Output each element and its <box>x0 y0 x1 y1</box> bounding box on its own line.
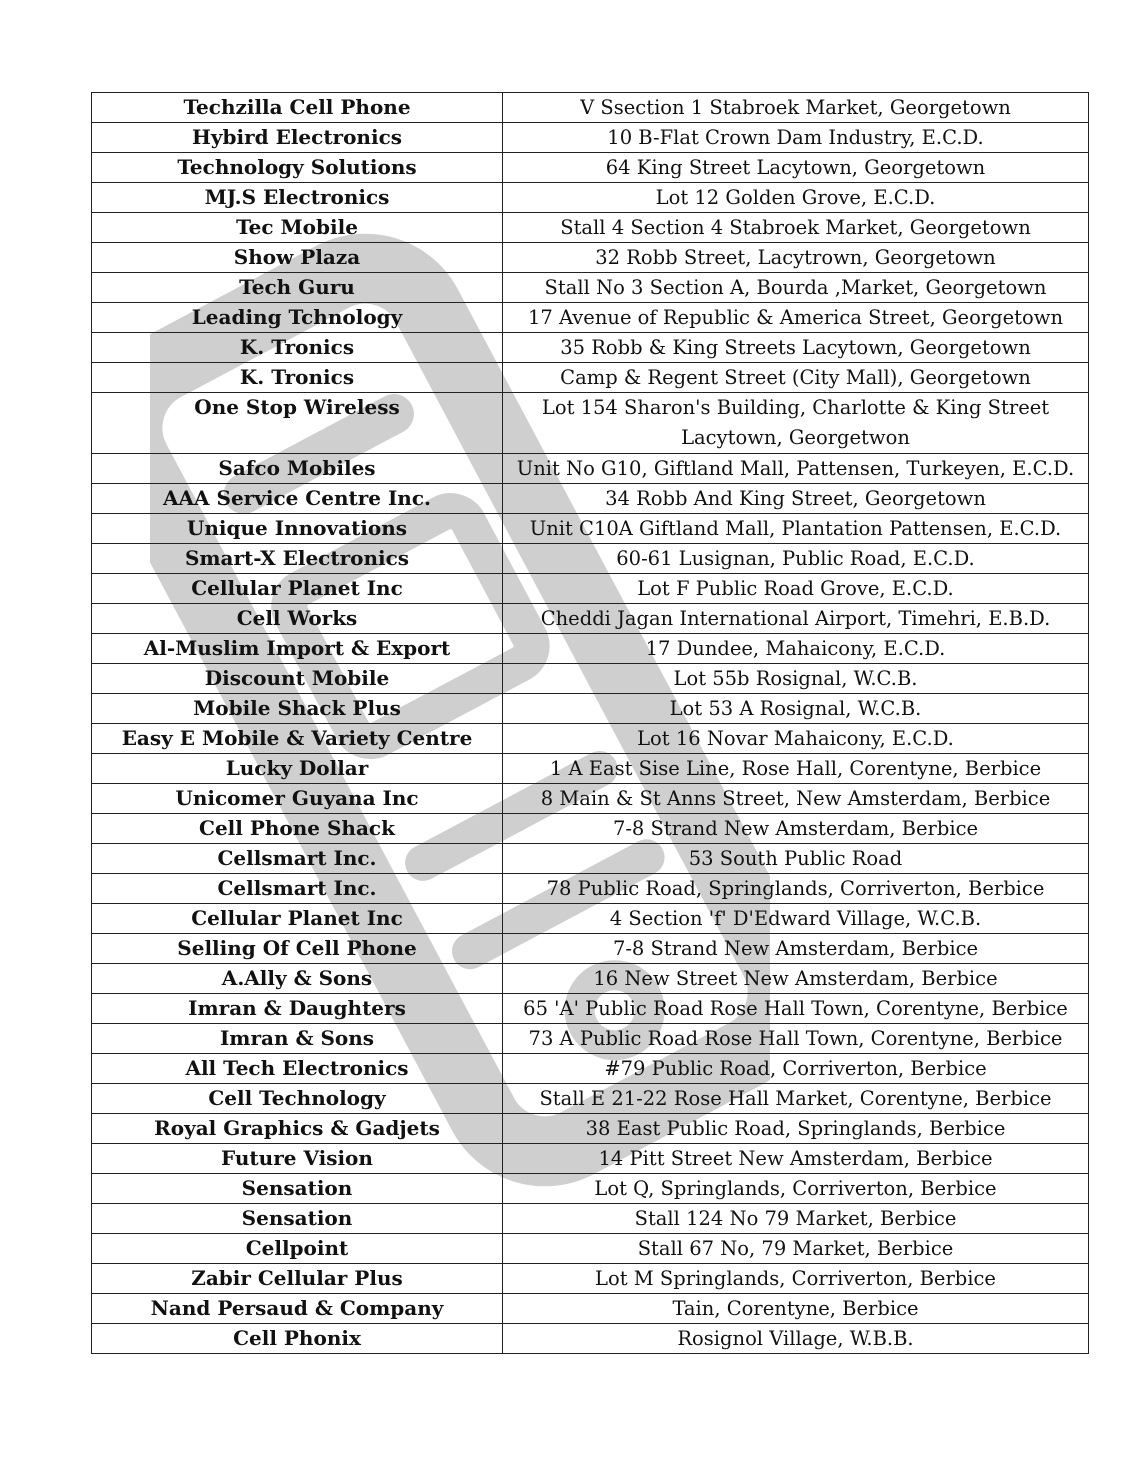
table-row <box>92 544 1089 574</box>
dealer-name-cell: All Tech Electronics <box>92 1054 503 1084</box>
table-row <box>92 1204 1089 1234</box>
dealer-address-cell: Lot Q, Springlands, Corriverton, Berbice <box>503 1174 1089 1204</box>
dealer-name-cell: Nand Persaud & Company <box>92 1294 503 1324</box>
dealer-address-cell: Tain, Corentyne, Berbice <box>503 1294 1089 1324</box>
dealer-name-cell: Safco Mobiles <box>92 454 503 484</box>
dealer-name-cell: Lucky Dollar <box>92 754 503 784</box>
dealer-address-cell: 34 Robb And King Street, Georgetown <box>503 484 1089 514</box>
table-row <box>92 844 1089 874</box>
dealer-name-cell: Royal Graphics & Gadjets <box>92 1114 503 1144</box>
dealer-table <box>91 92 1089 1354</box>
dealer-address-cell: Stall 67 No, 79 Market, Berbice <box>503 1234 1089 1264</box>
table-row <box>92 754 1089 784</box>
table-row <box>92 1144 1089 1174</box>
dealer-name-cell: Zabir Cellular Plus <box>92 1264 503 1294</box>
dealer-name-cell: Hybird Electronics <box>92 123 503 153</box>
table-row <box>92 363 1089 393</box>
dealer-name-cell: Cell Phonix <box>92 1324 503 1354</box>
table-row <box>92 604 1089 634</box>
dealer-name-cell: One Stop Wireless <box>92 393 503 454</box>
table-row <box>92 243 1089 273</box>
table-row <box>92 994 1089 1024</box>
dealer-address-cell: Unit C10A Giftland Mall, Plantation Pattensen, E.C.D. <box>503 514 1089 544</box>
dealer-name-cell: Cellsmart Inc. <box>92 844 503 874</box>
table-row <box>92 814 1089 844</box>
dealer-name-cell: Imran & Daughters <box>92 994 503 1024</box>
dealer-name-cell: MJ.S Electronics <box>92 183 503 213</box>
dealer-address-cell: Lot 53 A Rosignal, W.C.B. <box>503 694 1089 724</box>
table-row <box>92 153 1089 183</box>
dealer-name-cell: Al-Muslim Import & Export <box>92 634 503 664</box>
dealer-address-cell: Lot M Springlands, Corriverton, Berbice <box>503 1264 1089 1294</box>
dealer-name-cell: Techzilla Cell Phone <box>92 93 503 123</box>
table-row <box>92 1234 1089 1264</box>
table-row <box>92 1264 1089 1294</box>
table-row <box>92 454 1089 484</box>
dealer-name-cell: Cellsmart Inc. <box>92 874 503 904</box>
dealer-name-cell: Unicomer Guyana Inc <box>92 784 503 814</box>
dealer-name-cell: Easy E Mobile & Variety Centre <box>92 724 503 754</box>
dealer-address-cell: Rosignol Village, W.B.B. <box>503 1324 1089 1354</box>
dealer-name-cell: Cellular Planet Inc <box>92 574 503 604</box>
table-row <box>92 724 1089 754</box>
dealer-address-cell: 38 East Public Road, Springlands, Berbice <box>503 1114 1089 1144</box>
dealer-address-cell: 53 South Public Road <box>503 844 1089 874</box>
dealer-name-cell: Unique Innovations <box>92 514 503 544</box>
table-row <box>92 514 1089 544</box>
dealer-address-cell: 65 'A' Public Road Rose Hall Town, Corentyne, Berbice <box>503 994 1089 1024</box>
dealer-name-cell: Cellpoint <box>92 1234 503 1264</box>
table-row <box>92 634 1089 664</box>
table-row <box>92 333 1089 363</box>
table-row <box>92 964 1089 994</box>
dealer-name-cell: Imran & Sons <box>92 1024 503 1054</box>
dealer-name-cell: Cell Works <box>92 604 503 634</box>
dealer-table-body <box>92 93 1089 1354</box>
dealer-name-cell: Leading Tchnology <box>92 303 503 333</box>
table-row <box>92 273 1089 303</box>
dealer-address-cell: Camp & Regent Street (City Mall), Georgetown <box>503 363 1089 393</box>
table-row <box>92 694 1089 724</box>
dealer-name-cell: Sensation <box>92 1174 503 1204</box>
table-row <box>92 183 1089 213</box>
dealer-name-cell: Smart-X Electronics <box>92 544 503 574</box>
table-row <box>92 784 1089 814</box>
dealer-address-cell: 78 Public Road, Springlands, Corriverton, Berbice <box>503 874 1089 904</box>
table-row <box>92 1084 1089 1114</box>
dealer-name-cell: Cellular Planet Inc <box>92 904 503 934</box>
dealer-name-cell: K. Tronics <box>92 363 503 393</box>
dealer-address-cell: Unit No G10, Giftland Mall, Pattensen, Turkeyen, E.C.D. <box>503 454 1089 484</box>
table-row <box>92 1024 1089 1054</box>
dealer-address-cell: 7-8 Strand New Amsterdam, Berbice <box>503 814 1089 844</box>
dealer-name-cell: Sensation <box>92 1204 503 1234</box>
dealer-name-cell: Future Vision <box>92 1144 503 1174</box>
table-row <box>92 484 1089 514</box>
dealer-name-cell: Show Plaza <box>92 243 503 273</box>
dealer-address-cell: 1 A East Sise Line, Rose Hall, Corentyne, Berbice <box>503 754 1089 784</box>
dealer-address-cell: Lot 154 Sharon's Building, Charlotte & King Street Lacytown, Georgetwon <box>503 393 1089 454</box>
dealer-name-cell: Cell Technology <box>92 1084 503 1114</box>
table-row <box>92 574 1089 604</box>
table-row <box>92 393 1089 454</box>
table-row <box>92 934 1089 964</box>
dealer-name-cell: K. Tronics <box>92 333 503 363</box>
dealer-address-cell: 17 Dundee, Mahaicony, E.C.D. <box>503 634 1089 664</box>
table-row <box>92 904 1089 934</box>
dealer-address-cell: V Ssection 1 Stabroek Market, Georgetown <box>503 93 1089 123</box>
dealer-address-cell: 8 Main & St Anns Street, New Amsterdam, Berbice <box>503 784 1089 814</box>
dealer-name-cell: Discount Mobile <box>92 664 503 694</box>
dealer-address-cell: 16 New Street New Amsterdam, Berbice <box>503 964 1089 994</box>
table-row <box>92 213 1089 243</box>
dealer-name-cell: Tec Mobile <box>92 213 503 243</box>
dealer-address-cell: 60-61 Lusignan, Public Road, E.C.D. <box>503 544 1089 574</box>
dealer-address-cell: Lot 12 Golden Grove, E.C.D. <box>503 183 1089 213</box>
table-row <box>92 1114 1089 1144</box>
dealer-address-cell: 17 Avenue of Republic & America Street, Georgetown <box>503 303 1089 333</box>
dealer-name-cell: Selling Of Cell Phone <box>92 934 503 964</box>
dealer-address-cell: Stall 4 Section 4 Stabroek Market, Georgetown <box>503 213 1089 243</box>
table-row <box>92 303 1089 333</box>
dealer-address-cell: Cheddi Jagan International Airport, Timehri, E.B.D. <box>503 604 1089 634</box>
dealer-address-cell: 4 Section 'f' D'Edward Village, W.C.B. <box>503 904 1089 934</box>
table-row <box>92 123 1089 153</box>
dealer-name-cell: Technology Solutions <box>92 153 503 183</box>
dealer-address-cell: 32 Robb Street, Lacytrown, Georgetown <box>503 243 1089 273</box>
dealer-address-cell: 7-8 Strand New Amsterdam, Berbice <box>503 934 1089 964</box>
dealer-name-cell: AAA Service Centre Inc. <box>92 484 503 514</box>
dealer-name-cell: A.Ally & Sons <box>92 964 503 994</box>
dealer-address-cell: 64 King Street Lacytown, Georgetown <box>503 153 1089 183</box>
table-row <box>92 93 1089 123</box>
dealer-name-cell: Mobile Shack Plus <box>92 694 503 724</box>
table-row <box>92 664 1089 694</box>
dealer-address-cell: 73 A Public Road Rose Hall Town, Corentyne, Berbice <box>503 1024 1089 1054</box>
dealer-name-cell: Cell Phone Shack <box>92 814 503 844</box>
table-row <box>92 1294 1089 1324</box>
dealer-address-cell: 14 Pitt Street New Amsterdam, Berbice <box>503 1144 1089 1174</box>
dealer-address-cell: Stall 124 No 79 Market, Berbice <box>503 1204 1089 1234</box>
dealer-address-cell: Lot 55b Rosignal, W.C.B. <box>503 664 1089 694</box>
table-row <box>92 874 1089 904</box>
dealer-address-cell: 35 Robb & King Streets Lacytown, Georgetown <box>503 333 1089 363</box>
table-row <box>92 1324 1089 1354</box>
table-row <box>92 1174 1089 1204</box>
dealer-address-cell: Stall No 3 Section A, Bourda ,Market, Georgetown <box>503 273 1089 303</box>
dealer-address-cell: Lot F Public Road Grove, E.C.D. <box>503 574 1089 604</box>
dealer-address-cell: #79 Public Road, Corriverton, Berbice <box>503 1054 1089 1084</box>
dealer-address-cell: 10 B-Flat Crown Dam Industry, E.C.D. <box>503 123 1089 153</box>
dealer-address-cell: Lot 16 Novar Mahaicony, E.C.D. <box>503 724 1089 754</box>
table-row <box>92 1054 1089 1084</box>
dealer-address-cell: Stall E 21-22 Rose Hall Market, Corentyne, Berbice <box>503 1084 1089 1114</box>
dealer-name-cell: Tech Guru <box>92 273 503 303</box>
